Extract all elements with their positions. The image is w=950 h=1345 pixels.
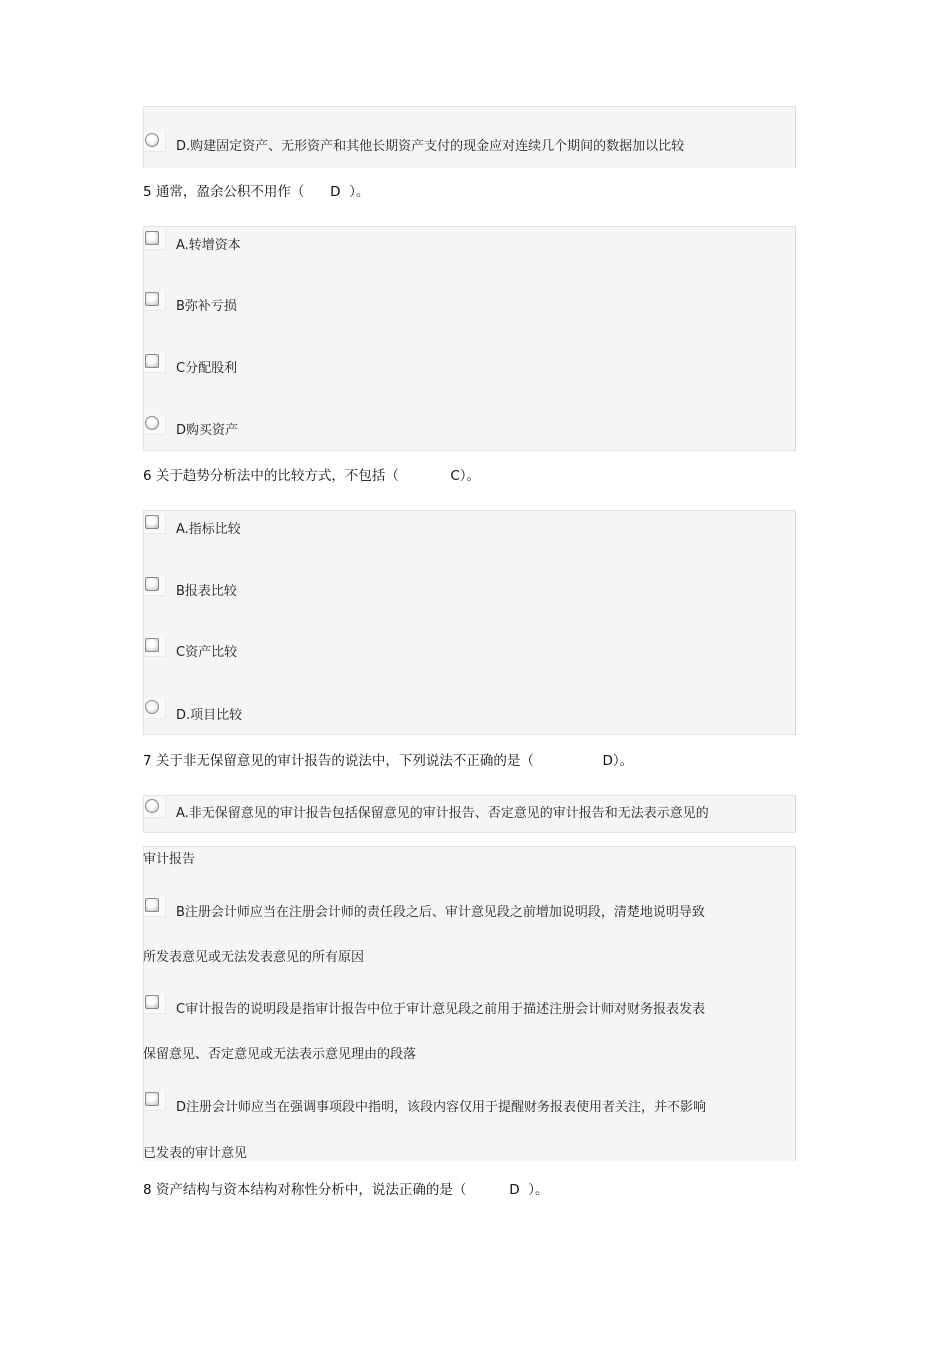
q7-b-radio[interactable] xyxy=(145,898,159,912)
q5-options-box xyxy=(143,226,796,451)
q5-option-d: D购买资产 xyxy=(176,423,239,438)
q7-option-c-line2: 保留意见、否定意见或无法表示意见理由的段落 xyxy=(143,1047,417,1062)
q7-option-a-line2-overlay: 审计报告 xyxy=(143,852,196,867)
q4-option-d: D.购建固定资产、无形资产和其他长期资产支付的现金应对连续几个期间的数据加以比较 xyxy=(176,139,685,154)
q8-question: 8 资产结构与资本结构对称性分析中，说法正确的是（ D ）。 xyxy=(143,1182,549,1198)
q6-a-radio[interactable] xyxy=(145,515,159,529)
q5-option-b: B弥补亏损 xyxy=(176,299,237,314)
q7-a-radio[interactable] xyxy=(145,799,159,813)
q6-option-b: B报表比较 xyxy=(176,584,237,599)
q7-option-b-line1: B注册会计师应当在注册会计师的责任段之后、审计意见段之前增加说明段，清楚地说明导致 xyxy=(176,905,705,920)
q7-question: 7 关于非无保留意见的审计报告的说法中，下列说法不正确的是（ D）。 xyxy=(143,753,634,769)
q7-option-a-line1: A.非无保留意见的审计报告包括保留意见的审计报告、否定意见的审计报告和无法表示意见的 xyxy=(176,806,709,821)
q5-option-c: C分配股利 xyxy=(176,361,238,376)
q5-b-radio[interactable] xyxy=(145,292,159,306)
q6-c-radio[interactable] xyxy=(145,638,159,652)
q5-c-radio[interactable] xyxy=(145,354,159,368)
q7-option-c-line1: C审计报告的说明段是指审计报告中位于审计意见段之前用于描述注册会计师对财务报表发表 xyxy=(176,1002,706,1017)
q7-option-d-line2: 已发表的审计意见 xyxy=(143,1146,248,1161)
q5-d-radio[interactable] xyxy=(145,416,159,430)
q5-option-a: A.转增资本 xyxy=(176,238,241,253)
q4-d-radio[interactable] xyxy=(145,133,159,147)
q6-d-radio[interactable] xyxy=(145,700,159,714)
q4-options-box xyxy=(143,106,796,168)
q6-option-a: A.指标比较 xyxy=(176,522,241,537)
q5-a-radio[interactable] xyxy=(145,231,159,245)
q7-option-d-line1: D注册会计师应当在强调事项段中指明，该段内容仅用于提醒财务报表使用者关注，并不影响 xyxy=(176,1100,707,1115)
q7-option-b-line2: 所发表意见或无法发表意见的所有原因 xyxy=(143,950,365,965)
q6-b-radio[interactable] xyxy=(145,577,159,591)
q5-question: 5 通常，盈余公积不用作（ D ）。 xyxy=(143,184,370,200)
q6-question: 6 关于趋势分析法中的比较方式，不包括（ C）。 xyxy=(143,468,481,484)
q7-c-radio[interactable] xyxy=(145,995,159,1009)
q6-option-c: C资产比较 xyxy=(176,645,238,660)
q7-d-radio[interactable] xyxy=(145,1092,159,1106)
q6-options-box xyxy=(143,510,796,735)
q6-option-d: D.项目比较 xyxy=(176,708,243,723)
